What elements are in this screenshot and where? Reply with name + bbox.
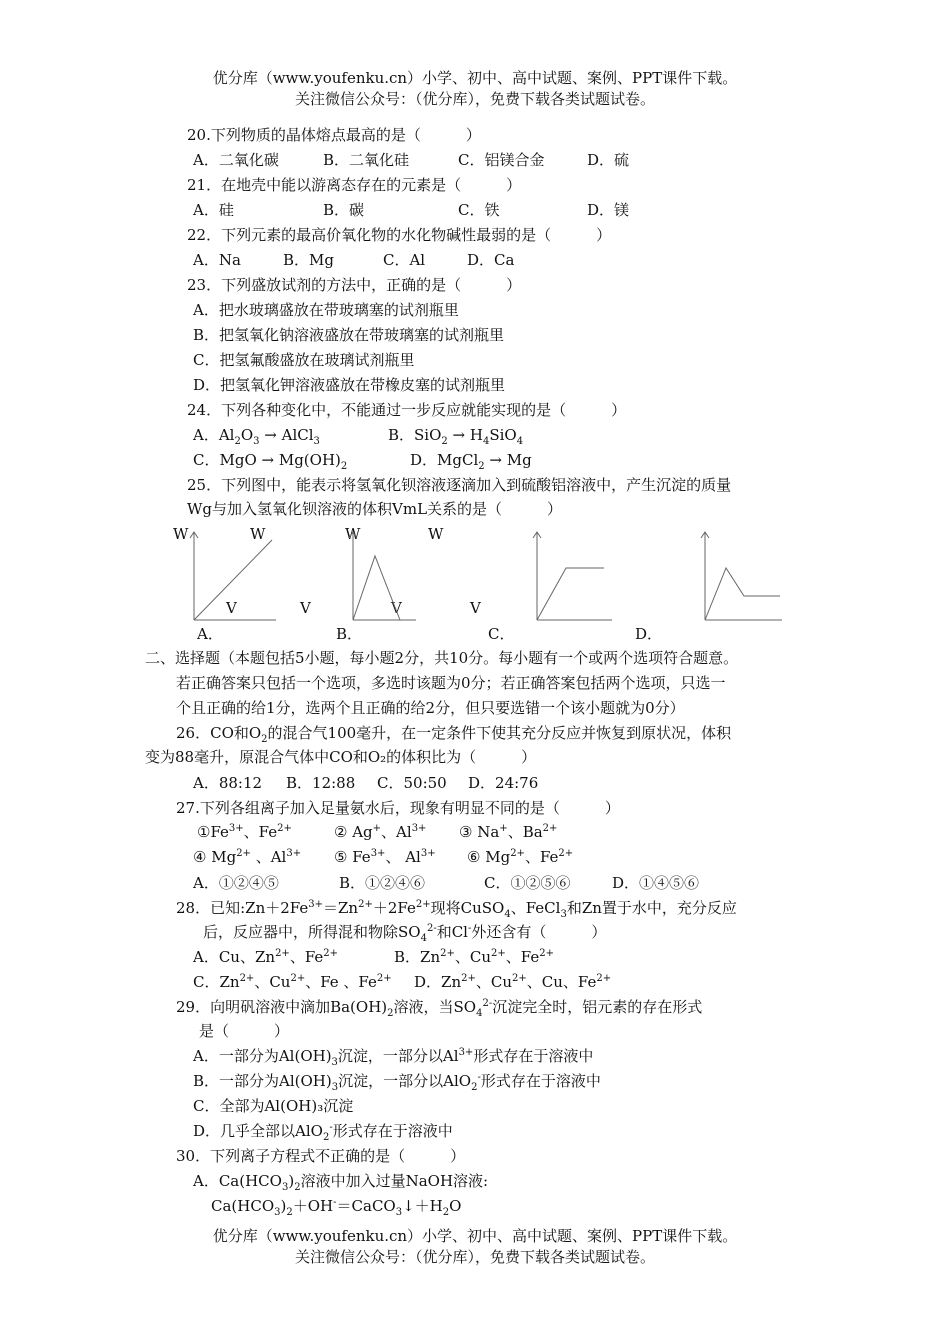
q29-stem-line-1: 29．向明矾溶液中滴加$Ba(OH)_2$溶液，当$SO_4^{2-}$沉淀完全时，铝元素的存在形式 (176, 998, 703, 1019)
q27-group-6: ⑥ $Mg^{2+}$、$Fe^{2+}$ (467, 848, 574, 866)
q26-option-d: D．24:76 (468, 774, 539, 792)
q29-option-d: D．几乎全部以AlO$_2$-形式存在于溶液中 (193, 1122, 453, 1143)
q22-option-c: C．Al (383, 251, 426, 269)
q24-option-b: B．$SiO_2 \to H_4SiO_4$ (388, 426, 524, 447)
q22-option-b: B．Mg (283, 251, 334, 269)
q20-option-b: B．二氧化硅 (323, 151, 410, 169)
q26-option-a: A．88:12 (193, 774, 263, 792)
q21-option-c: C．铁 (458, 201, 500, 219)
header-line-2: 关注微信公众号：（优分库），免费下载各类试题试卷。 (294, 90, 655, 108)
q27-option-a: A．①②④⑤ (193, 874, 279, 892)
graph-b (340, 528, 420, 622)
q29-stem-line-2: 是（ ） (199, 1022, 290, 1040)
q23-option-d: D．把氢氧化钾溶液盛放在带橡皮塞的试剂瓶里 (193, 376, 506, 394)
graph-option-a: A． (197, 625, 223, 643)
q24-option-c: C．MgO → $Mg(OH)_2$ (193, 451, 348, 472)
q28-option-d: D．$Zn^{2+}$、$Cu^{2+}$、Cu、$Fe^{2+}$ (414, 973, 612, 991)
q21-option-b: B．碳 (323, 201, 365, 219)
q25-stem-line-1: 25．下列图中，能表示将氢氧化钡溶液逐滴加入到硫酸铝溶液中，产生沉淀的质量 (187, 476, 732, 494)
q24-stem: 24．下列各种变化中，不能通过一步反应就能实现的是（ ） (187, 401, 627, 419)
q28-stem-line-2: 后，反应器中，所得混和物除$SO_4^{2-}$和Cl-外还含有（ ） (203, 923, 607, 944)
q28-option-a: A．Cu、$Zn^{2+}$、$Fe^{2+}$ (193, 948, 339, 966)
q23-option-c: C．把氢氟酸盛放在玻璃试剂瓶里 (193, 351, 415, 369)
q27-group-2: ② Ag+、$Al^{3+}$ (334, 823, 427, 841)
q24-option-d: D．MgCl$_2$ → Mg (410, 451, 532, 472)
q29-option-b: B．一部分为$Al(OH)_3$沉淀，一部分以AlO$_2$-形式存在于溶液中 (193, 1072, 601, 1093)
q28-stem-line-1: 28．已知$:Zn+2Fe^{3+}=Zn^{2+}+2Fe^{2+}$现将CuSO$_4$、FeCl$_3$和Zn置于水中，充分反应 (176, 899, 737, 920)
graph-c (526, 528, 616, 622)
graph-a-v-label: V (226, 599, 237, 617)
header-line-1: 优分库（www.youfenku.cn）小学、初中、高中试题、案例、PPT课件下载。 (212, 69, 738, 87)
q25-stem-line-2: Wg与加入氢氧化钡溶液的体积VmL关系的是（ ） (187, 500, 563, 518)
q27-group-5: ⑤ $Fe^{3+}$、 $Al^{3+}$ (334, 848, 436, 866)
q20-option-a: A．二氧化碳 (193, 151, 279, 169)
q27-group-4: ④ $Mg^{2+}$ 、$Al^{3+}$ (193, 848, 302, 866)
q21-option-a: A．硅 (193, 201, 234, 219)
q22-stem: 22．下列元素的最高价氧化物的水化物碱性最弱的是（ ） (187, 226, 612, 244)
graph-c-v-label: V (391, 599, 402, 617)
graph-d (694, 528, 786, 622)
q27-stem: 27.下列各组离子加入足量氨水后，现象有明显不同的是（ ） (176, 799, 620, 817)
q21-option-d: D．镁 (587, 201, 630, 219)
q30-option-a-equation: $Ca(HCO_3)_2+OH^-=CaCO_3↓+H_2O$ (211, 1197, 462, 1218)
section-2-line-2: 若正确答案只包括一个选项，多选时该题为0分；若正确答案包括两个选项，只选一 (176, 674, 726, 692)
graph-option-d: D． (635, 625, 663, 643)
q20-stem: 20.下列物质的晶体熔点最高的是（ ） (187, 126, 481, 144)
graph-option-c: C． (488, 625, 515, 643)
q26-stem-line-2: 变为88毫升，原混合气体中CO和O₂的体积比为（ ） (145, 748, 537, 766)
footer-line-1: 优分库（www.youfenku.cn）小学、初中、高中试题、案例、PPT课件下载。 (212, 1227, 738, 1245)
graph-d-v-label: V (470, 599, 481, 617)
q27-option-b: B．①②④⑥ (339, 874, 426, 892)
q20-option-d: D．硫 (587, 151, 630, 169)
q23-option-a: A．把水玻璃盛放在带玻璃塞的试剂瓶里 (193, 301, 459, 319)
q27-option-d: D．①④⑤⑥ (612, 874, 700, 892)
q20-option-c: C．铝镁合金 (458, 151, 545, 169)
section-2-line-3: 个且正确的给1分，选两个且正确的给2分，但只要选错一个该小题就为0分） (176, 699, 685, 717)
q30-option-a: A．$Ca(HCO_3)_2$溶液中加入过量NaOH溶液: (193, 1172, 489, 1193)
q26-option-c: C．50:50 (377, 774, 447, 792)
section-2-line-1: 二、选择题（本题包括5小题，每小题2分，共10分。每小题有一个或两个选项符合题意。 (145, 649, 739, 667)
q27-option-c: C．①②⑤⑥ (484, 874, 571, 892)
graph-option-b: B． (336, 625, 363, 643)
q28-option-b: B．$Zn^{2+}$、$Cu^{2+}$、$Fe^{2+}$ (394, 948, 554, 966)
q22-option-d: D．Ca (467, 251, 515, 269)
q30-stem: 30．下列离子方程式不正确的是（ ） (176, 1147, 466, 1165)
q27-group-1: $①Fe^{3+}$、$Fe^{2+}$ (197, 823, 292, 841)
graph-a-w-label: W (173, 525, 189, 543)
q26-option-b: B．12:88 (286, 774, 356, 792)
q24-option-a: A．$Al_2O_3$ → AlCl$_3$ (193, 426, 320, 447)
footer-line-2: 关注微信公众号：（优分库），免费下载各类试题试卷。 (294, 1248, 655, 1266)
q22-option-a: A．Na (193, 251, 241, 269)
q29-option-c: C．全部为Al(OH)₃沉淀 (193, 1097, 354, 1115)
graph-b-w-label: W (250, 525, 266, 543)
q23-option-b: B．把氢氧化钠溶液盛放在带玻璃塞的试剂瓶里 (193, 326, 505, 344)
graph-d-w-label: W (428, 525, 444, 543)
graph-a (180, 528, 280, 622)
q26-stem-line-1: 26．CO和$O_2$的混合气100毫升，在一定条件下使其充分反应并恢复到原状况，体积 (176, 724, 732, 745)
q23-stem: 23．下列盛放试剂的方法中，正确的是（ ） (187, 276, 522, 294)
graph-c-w-label: W (345, 525, 361, 543)
q27-group-3: ③ Na+、$Ba^{2+}$ (459, 823, 558, 841)
graph-b-v-label: V (300, 599, 311, 617)
q29-option-a: A．一部分为$Al(OH)_3$沉淀，一部分以$Al^{3+}$形式存在于溶液中 (193, 1047, 594, 1068)
q28-option-c: C．$Zn^{2+}$、$Cu^{2+}$、Fe 、$Fe^{2+}$ (193, 973, 392, 991)
q21-stem: 21．在地壳中能以游离态存在的元素是（ ） (187, 176, 522, 194)
